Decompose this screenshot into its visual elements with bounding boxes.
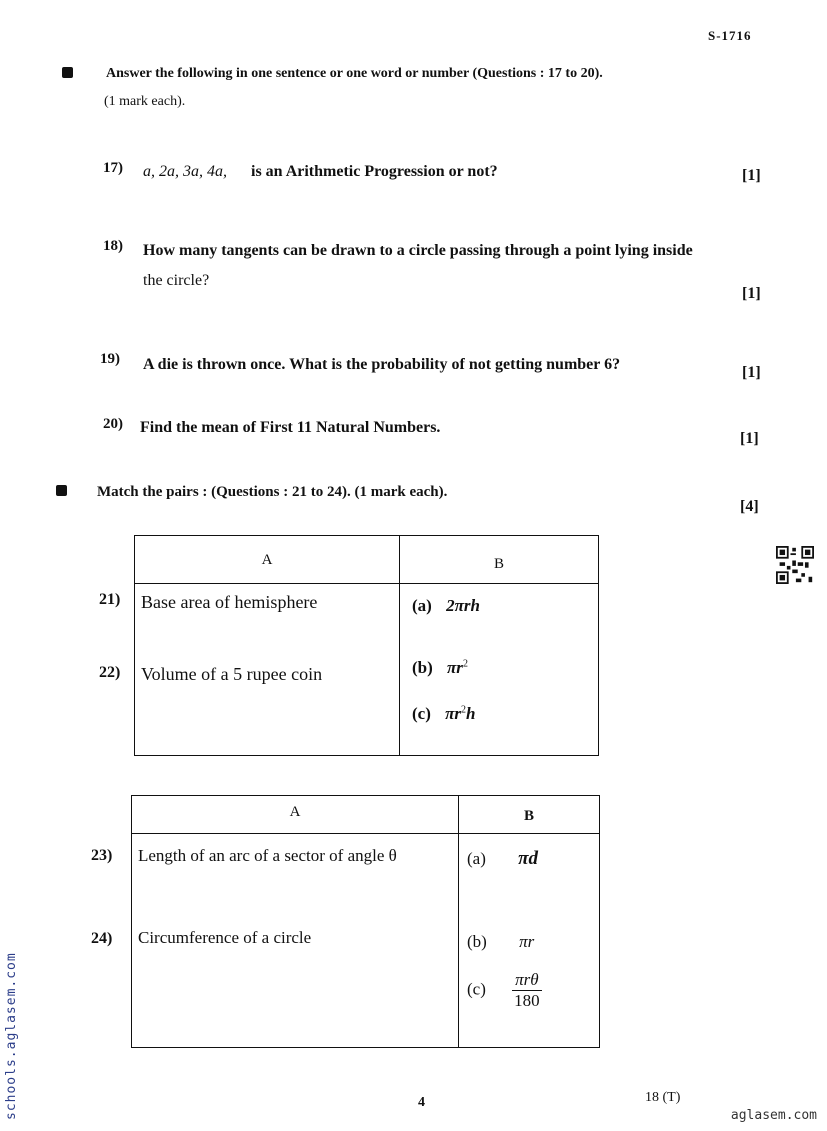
question-text: How many tangents can be drawn to a circle passing through a point lying inside	[143, 242, 693, 259]
question-body: is an Arithmetic Progression or not?	[251, 163, 498, 180]
option-b	[400, 584, 598, 616]
section2-instruction: Match the pairs : (Questions : 21 to 24). (1 mark each).	[97, 484, 448, 500]
option-b	[459, 952, 599, 1011]
match-row-number: 23)	[91, 847, 113, 864]
column-b-cell	[459, 834, 600, 1048]
option-label: (c)	[412, 704, 431, 723]
option-b	[400, 616, 598, 678]
option-expr: πr	[519, 932, 535, 951]
option-b	[459, 834, 599, 870]
option-tail: h	[466, 704, 476, 723]
fraction-numerator: πrθ	[512, 970, 542, 991]
question-math: a, 2a, 3a, 4a,	[143, 163, 227, 180]
paper-code: S-1716	[708, 28, 752, 43]
footer-code: 18 (T)	[645, 1090, 681, 1105]
option-label: (b)	[467, 932, 487, 951]
column-a-cell	[135, 584, 400, 756]
page-number: 4	[418, 1095, 425, 1110]
question-marks: [1]	[742, 167, 761, 184]
section1-instruction: Answer the following in one sentence or one word or number (Questions : 17 to 20).	[106, 66, 603, 81]
side-watermark: schools.aglasem.com	[4, 952, 19, 1120]
question-text: A die is thrown once. What is the probability of not getting number 6?	[143, 356, 621, 373]
option-label: (a)	[467, 849, 486, 868]
question-marks: [1]	[740, 430, 759, 447]
column-header-b: B	[400, 536, 599, 584]
question-text-cont: the circle?	[143, 272, 210, 289]
match-item: Base area of hemisphere	[141, 592, 318, 612]
match-item: Length of an arc of a sector of angle θ	[138, 846, 397, 865]
column-a-cell	[132, 834, 459, 1048]
question-text	[143, 163, 498, 181]
question-text: Find the mean of First 11 Natural Numbers.	[140, 419, 441, 436]
column-b-cell	[400, 584, 599, 756]
match-item: Circumference of a circle	[138, 928, 312, 947]
section1-marks-note: (1 mark each).	[104, 94, 186, 109]
match-row-number: 24)	[91, 930, 113, 947]
match-row-number: 22)	[99, 664, 121, 681]
section-bullet	[56, 485, 67, 496]
option-sup: 2	[461, 704, 467, 716]
fraction-denominator: 180	[514, 991, 540, 1010]
option-expr: 2πrh	[446, 596, 480, 615]
option-b	[400, 678, 598, 724]
question-number: 19)	[100, 351, 120, 367]
option-expr: πr	[447, 658, 463, 677]
option-b	[459, 870, 599, 952]
match-table-2	[131, 795, 600, 1048]
question-number: 20)	[103, 416, 123, 432]
bottom-watermark: aglasem.com	[730, 1108, 817, 1123]
match-table-1	[134, 535, 599, 756]
column-header-b: B	[459, 796, 600, 834]
column-header-a: A	[132, 796, 459, 834]
option-label: (c)	[467, 979, 486, 999]
section2-marks: [4]	[740, 498, 759, 515]
question-number: 18)	[103, 238, 123, 254]
question-marks: [1]	[742, 285, 761, 302]
option-expr: πr	[445, 704, 462, 723]
column-header-a: A	[135, 536, 400, 584]
option-label: (b)	[412, 658, 433, 677]
question-number: 17)	[103, 160, 123, 176]
option-fraction	[512, 970, 542, 1011]
match-row-number: 21)	[99, 591, 121, 608]
question-marks: [1]	[742, 364, 761, 381]
section-bullet	[62, 67, 73, 78]
option-sup: 2	[462, 658, 468, 670]
match-item: Volume of a 5 rupee coin	[141, 664, 323, 684]
option-label: (a)	[412, 596, 432, 615]
option-expr: πd	[518, 848, 538, 869]
qr-code-icon	[776, 546, 814, 584]
